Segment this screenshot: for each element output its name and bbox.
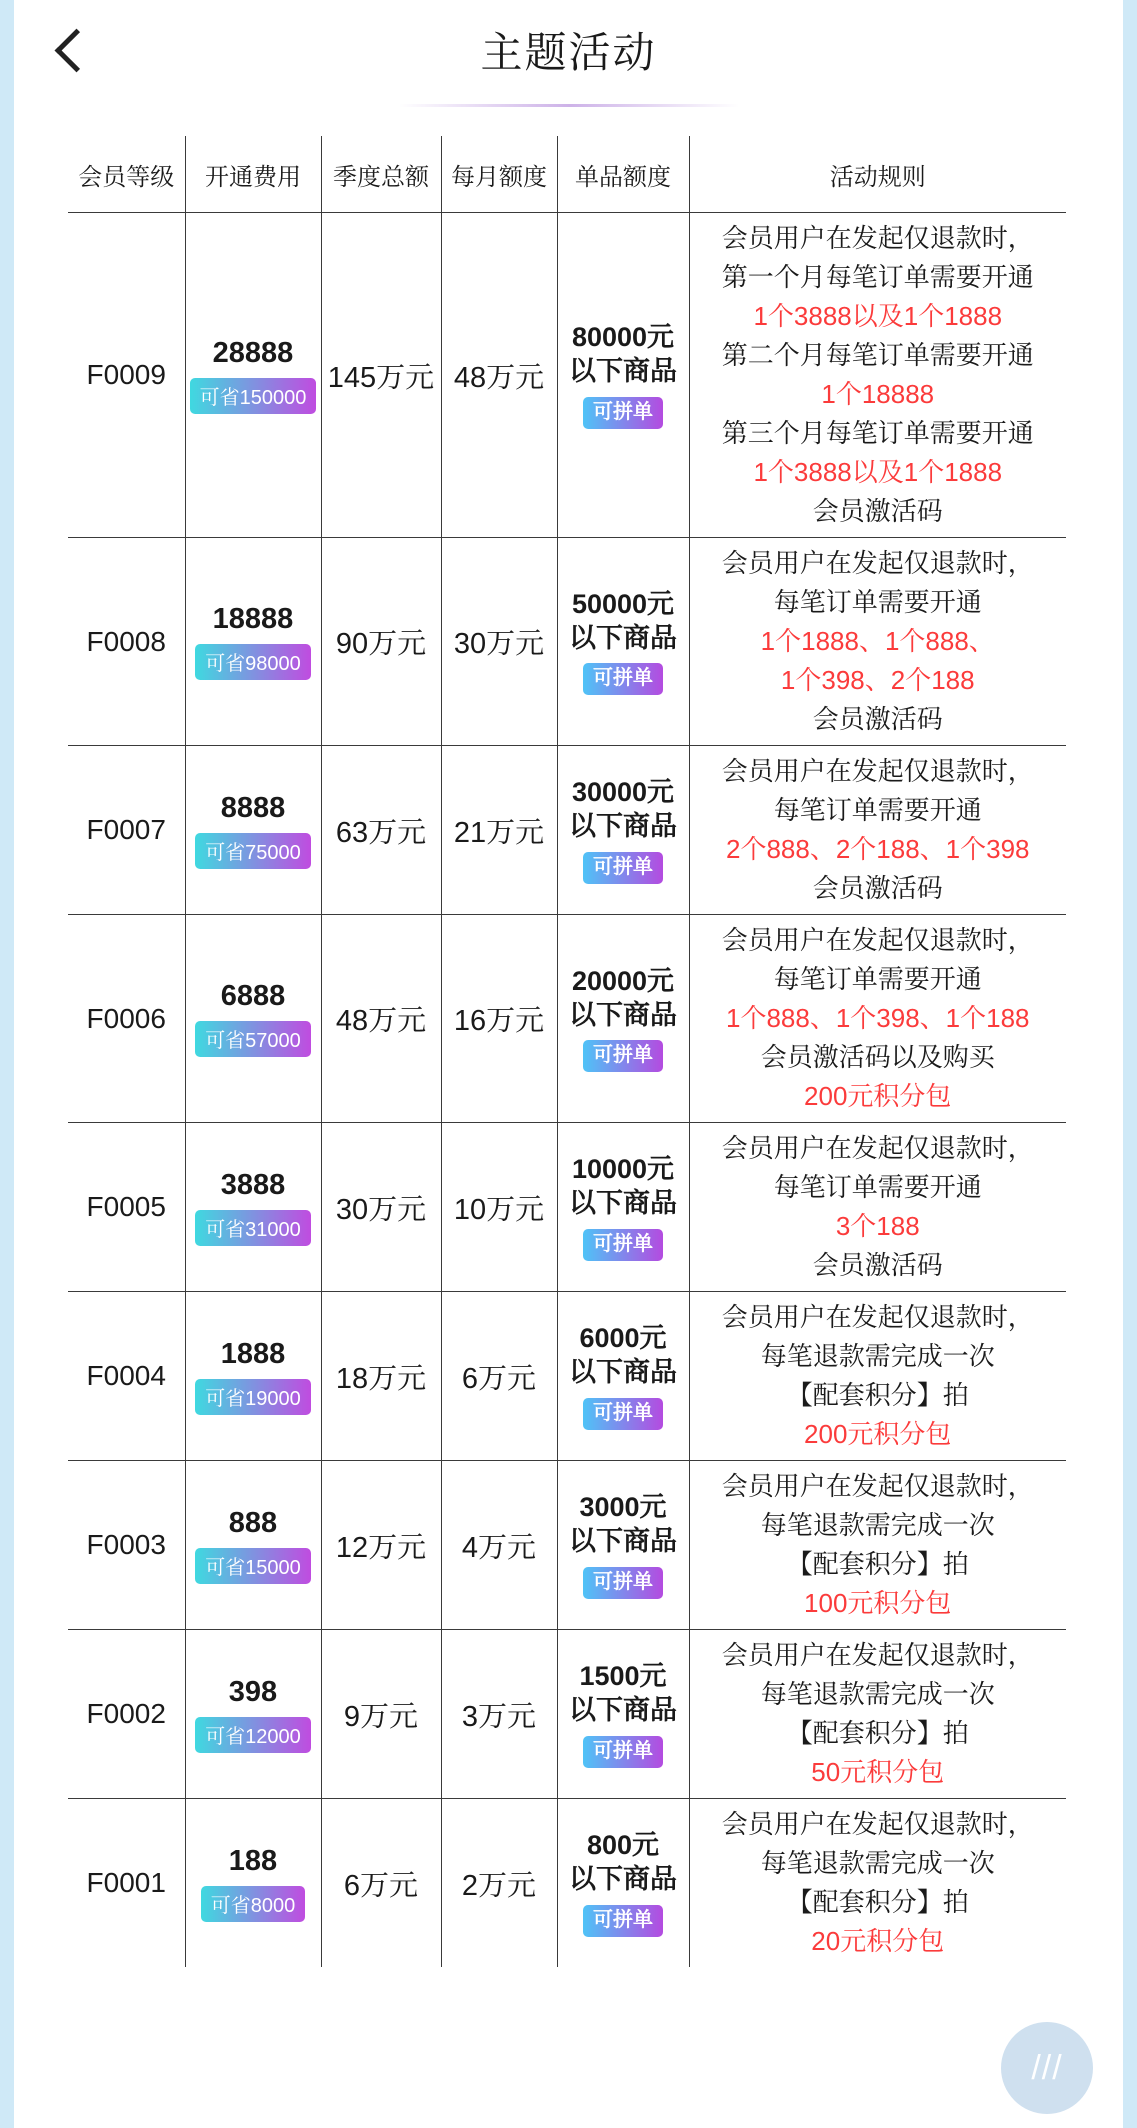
cell-monthly-quota: 21万元: [441, 746, 557, 915]
table-header-row: [67, 135, 1067, 213]
rules-line: 每笔退款需完成一次: [760, 1510, 995, 1540]
rules-line: 【配套积分】拍: [786, 1887, 969, 1917]
single-note: 以下商品: [569, 999, 677, 1030]
rules-line: 1个1888、1个888、: [760, 626, 995, 656]
cell-single-item-quota: [557, 538, 689, 746]
pin-badge: 可拼单: [583, 1229, 663, 1261]
cell-level: F0001: [67, 1799, 185, 1969]
save-badge: 可省8000: [201, 1886, 306, 1922]
pin-badge: 可拼单: [583, 1398, 663, 1430]
rules-line: 每笔订单需要开通: [773, 587, 982, 617]
cell-monthly-quota: 4万元: [441, 1461, 557, 1630]
rules-line: 1个888、1个398、1个188: [725, 1003, 1030, 1033]
single-amount: 80000元: [571, 322, 675, 353]
cell-monthly-quota: 3万元: [441, 1630, 557, 1799]
save-badge: 可省19000: [195, 1379, 311, 1415]
pin-badge: 可拼单: [583, 1040, 663, 1072]
cell-fee: [185, 1799, 321, 1969]
cell-single-item-quota: [557, 1630, 689, 1799]
cell-rules: [689, 1123, 1067, 1292]
chevron-left-icon: [54, 28, 98, 72]
cell-monthly-quota: 10万元: [441, 1123, 557, 1292]
rules-line: 会员激活码: [812, 496, 943, 526]
rules-line: 100元积分包: [804, 1588, 952, 1618]
pin-badge: 可拼单: [583, 663, 663, 695]
fee-value: 3888: [220, 1168, 286, 1201]
table-header: [67, 135, 1067, 213]
page-header: [14, 0, 1123, 100]
fee-value: 1888: [220, 1337, 286, 1370]
rules-line: 每笔退款需完成一次: [760, 1341, 995, 1371]
save-badge: 可省15000: [195, 1548, 311, 1584]
single-amount: 50000元: [571, 588, 675, 619]
column-header-1: 开通费用: [185, 135, 321, 213]
single-amount: 30000元: [571, 777, 675, 808]
page-content: [14, 0, 1123, 2128]
single-amount: 20000元: [571, 965, 675, 996]
cell-fee: [185, 538, 321, 746]
rules-line: 会员激活码: [812, 873, 943, 903]
table-row: [67, 746, 1067, 915]
cell-fee: [185, 213, 321, 538]
cell-rules: [689, 1630, 1067, 1799]
single-note: 以下商品: [569, 1188, 677, 1218]
page-title: 主题活动: [480, 29, 657, 76]
fee-value: 28888: [212, 336, 294, 369]
table-row: [67, 915, 1067, 1123]
rules-line: 第一个月每笔订单需要开通: [721, 262, 1034, 292]
rules-line: 每笔退款需完成一次: [760, 1848, 995, 1878]
cell-quarter-total: 90万元: [321, 538, 441, 746]
single-amount: 1500元: [579, 1661, 667, 1692]
column-header-0: 会员等级: [67, 135, 185, 213]
cell-quarter-total: 9万元: [321, 1630, 441, 1799]
single-note: 以下商品: [569, 356, 677, 386]
cell-fee: [185, 746, 321, 915]
table-body: [67, 213, 1067, 1969]
rules-line: 每笔订单需要开通: [773, 795, 982, 825]
rules-line: 1个3888以及1个1888: [753, 457, 1003, 487]
rules-line: 会员用户在发起仅退款时，: [721, 1640, 1034, 1670]
pricing-table: [66, 134, 1068, 1969]
back-button[interactable]: [44, 22, 100, 78]
cell-level: F0007: [67, 746, 185, 915]
table-row: [67, 1630, 1067, 1799]
single-note: 以下商品: [569, 1695, 677, 1725]
rules-line: 每笔退款需完成一次: [760, 1679, 995, 1709]
table-row: [67, 1799, 1067, 1969]
rules-line: 200元积分包: [804, 1081, 952, 1111]
save-badge: 可省98000: [195, 644, 311, 680]
single-note: 以下商品: [569, 622, 677, 653]
fee-value: 18888: [212, 603, 294, 635]
cell-rules: [689, 1292, 1067, 1461]
rules-line: 会员激活码: [812, 1250, 943, 1280]
cell-single-item-quota: [557, 915, 689, 1123]
cell-rules: [689, 1799, 1067, 1969]
cell-monthly-quota: 2万元: [441, 1799, 557, 1969]
pin-badge: 可拼单: [583, 397, 663, 429]
table-row: [67, 538, 1067, 746]
rules-line: 每笔订单需要开通: [773, 964, 982, 994]
cell-rules: [689, 538, 1067, 746]
save-badge: 可省57000: [195, 1021, 311, 1057]
cell-monthly-quota: 48万元: [441, 213, 557, 538]
cell-level: F0003: [67, 1461, 185, 1630]
single-amount: 3000元: [579, 1492, 667, 1523]
pricing-table-wrapper: [66, 134, 1071, 1969]
cell-single-item-quota: [557, 746, 689, 915]
cell-quarter-total: 6万元: [321, 1799, 441, 1969]
rules-line: 会员用户在发起仅退款时，: [721, 1471, 1034, 1501]
save-badge: 可省31000: [195, 1210, 311, 1246]
cell-level: F0006: [67, 915, 185, 1123]
rules-line: 200元积分包: [804, 1419, 952, 1449]
pin-badge: 可拼单: [583, 1736, 663, 1768]
rules-line: 会员激活码: [812, 704, 943, 734]
save-badge: 可省75000: [195, 833, 311, 869]
rules-line: 每笔订单需要开通: [773, 1172, 982, 1202]
rules-line: 2个888、2个188、1个398: [725, 834, 1030, 864]
pin-badge: 可拼单: [583, 1905, 663, 1937]
rules-line: 会员用户在发起仅退款时，: [721, 756, 1034, 786]
save-badge: 可省150000: [190, 378, 317, 414]
save-badge: 可省12000: [195, 1717, 311, 1753]
gradient-rule: [399, 104, 739, 107]
single-note: 以下商品: [569, 1864, 677, 1894]
rules-line: 会员用户在发起仅退款时，: [721, 1302, 1034, 1332]
fee-value: 8888: [220, 791, 286, 824]
cell-single-item-quota: [557, 213, 689, 538]
fee-value: 188: [228, 1844, 278, 1877]
cell-single-item-quota: [557, 1292, 689, 1461]
column-header-4: 单品额度: [557, 135, 689, 213]
cell-quarter-total: 145万元: [321, 213, 441, 538]
table-row: [67, 1123, 1067, 1292]
rules-line: 50元积分包: [811, 1757, 945, 1787]
rules-line: 第三个月每笔订单需要开通: [721, 418, 1034, 448]
cell-rules: [689, 213, 1067, 538]
rules-line: 会员用户在发起仅退款时，: [721, 1809, 1034, 1839]
cell-rules: [689, 746, 1067, 915]
fee-value: 888: [228, 1506, 278, 1539]
rules-line: 1个398、2个188: [780, 665, 975, 695]
cell-rules: [689, 1461, 1067, 1630]
cell-quarter-total: 12万元: [321, 1461, 441, 1630]
rules-line: 会员用户在发起仅退款时，: [721, 1133, 1034, 1163]
cell-quarter-total: 30万元: [321, 1123, 441, 1292]
rules-line: 【配套积分】拍: [786, 1718, 969, 1748]
table-row: [67, 213, 1067, 538]
single-amount: 10000元: [571, 1154, 675, 1185]
rules-line: 1个18888: [821, 379, 935, 409]
cell-quarter-total: 18万元: [321, 1292, 441, 1461]
rules-line: 会员用户在发起仅退款时，: [721, 925, 1034, 955]
cell-fee: [185, 1123, 321, 1292]
floating-action-button[interactable]: ///: [1001, 2022, 1093, 2114]
single-note: 以下商品: [569, 1357, 677, 1387]
cell-fee: [185, 1461, 321, 1630]
fee-value: 6888: [220, 980, 286, 1012]
cell-level: F0004: [67, 1292, 185, 1461]
rules-line: 3个188: [835, 1211, 920, 1241]
column-header-3: 每月额度: [441, 135, 557, 213]
cell-quarter-total: 63万元: [321, 746, 441, 915]
cell-fee: [185, 1292, 321, 1461]
cell-level: F0008: [67, 538, 185, 746]
cell-monthly-quota: 16万元: [441, 915, 557, 1123]
cell-level: F0009: [67, 213, 185, 538]
cell-level: F0005: [67, 1123, 185, 1292]
cell-rules: [689, 915, 1067, 1123]
cell-fee: [185, 1630, 321, 1799]
cell-monthly-quota: 6万元: [441, 1292, 557, 1461]
cell-single-item-quota: [557, 1799, 689, 1969]
table-row: [67, 1461, 1067, 1630]
rules-line: 1个3888以及1个1888: [753, 301, 1003, 331]
header-divider: [14, 100, 1123, 114]
pin-badge: 可拼单: [583, 852, 663, 884]
single-note: 以下商品: [569, 811, 677, 841]
cell-level: F0002: [67, 1630, 185, 1799]
single-amount: 6000元: [579, 1323, 667, 1354]
cell-single-item-quota: [557, 1123, 689, 1292]
cell-monthly-quota: 30万元: [441, 538, 557, 746]
cell-single-item-quota: [557, 1461, 689, 1630]
rules-line: 会员用户在发起仅退款时，: [721, 548, 1034, 578]
pin-badge: 可拼单: [583, 1567, 663, 1599]
rules-line: 会员激活码以及购买: [760, 1042, 995, 1072]
cell-fee: [185, 915, 321, 1123]
rules-line: 会员用户在发起仅退款时，: [721, 223, 1034, 253]
single-amount: 800元: [586, 1830, 660, 1861]
cell-quarter-total: 48万元: [321, 915, 441, 1123]
rules-line: 20元积分包: [811, 1926, 945, 1956]
column-header-5: 活动规则: [689, 135, 1067, 213]
single-note: 以下商品: [569, 1526, 677, 1556]
table-row: [67, 1292, 1067, 1461]
rules-line: 【配套积分】拍: [786, 1380, 969, 1410]
fee-value: 398: [228, 1675, 278, 1708]
rules-line: 【配套积分】拍: [786, 1549, 969, 1579]
column-header-2: 季度总额: [321, 135, 441, 213]
rules-line: 第二个月每笔订单需要开通: [721, 340, 1034, 370]
